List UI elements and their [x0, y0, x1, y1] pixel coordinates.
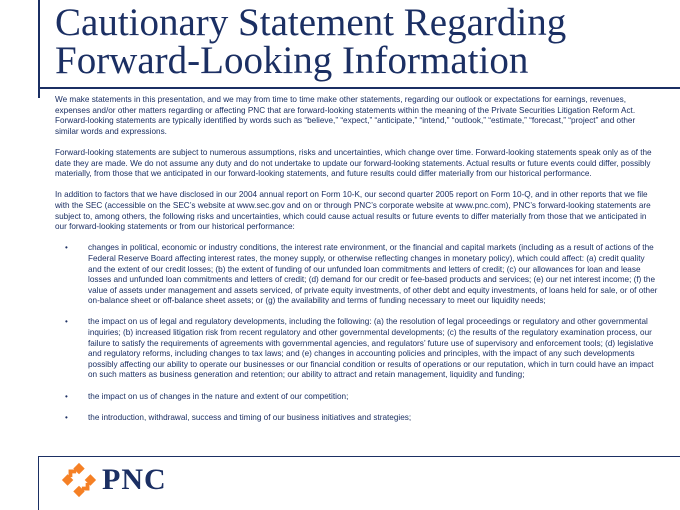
paragraph-risk-factors: In addition to factors that we have disclosed in our 2004 annual report on Form 10-K, our second quarter 2005 report on Form 10-Q, and in other reports that we file with the SEC (accessible on the SEC’s website at www.sec.gov and on or through PNC’s corporate website at www.pnc.com), PNC’s forward-looking statements are subject to, among others, the following risks and uncertainties, which could cause actual results or future events to differ materially from those that we anticipated in our forward-looking statements or from our historical performance:	[55, 190, 651, 232]
list-item	[55, 243, 658, 307]
footer-divider	[38, 456, 680, 457]
pnc-orange-mark-icon	[60, 461, 98, 499]
title-line-2: Forward-Looking Information	[55, 39, 529, 82]
title-line-1: Cautionary Statement Regarding	[55, 1, 567, 44]
page-title	[55, 1, 665, 82]
list-item-text: the impact on us of legal and regulatory developments, including the following: (a) the resolution of legal proceedings or regulatory and other governmental inquiries; (b) increased litigation risk from recent regulatory and other governmental developments; (c) the results of the regulatory examination process, our failure to satisfy the requirements of agreements with governmental agencies, and regulators’ future use of supervisory and enforcement tools; (d) legislative and regulatory reforms, including changes to tax laws; and (e) changes in accounting policies and principles, with the impact of any such developments possibly affecting our ability to operate our businesses or our financial condition or results of operations or our reputation, which in turn could have an impact on such matters as business generation and retention; our ability to attract and retain management, liquidity and funding;	[88, 317, 654, 380]
list-item-text: the introduction, withdrawal, success and timing of our business initiatives and strategies;	[88, 412, 412, 422]
bullet-icon: •	[65, 412, 68, 422]
list-item-text: changes in political, economic or industry conditions, the interest rate environment, or the financial and capital markets (including as a result of actions of the Federal Reserve Board affecting interest rates, the money supply, or otherwise reflecting changes in monetary policy), which could affect: (a) credit quality and the extent of our credit losses; (b) the extent of funding of our unfunded loan commitments and letters of credit; (c) our allowances for loan and lease losses and unfunded loan commitments and letters of credit; (d) demand for our credit or fee-based products and services; (e) our net interest income; (f) the value of assets under management and assets serviced, of private equity investments, of other debt and equity investments, of loans held for sale, or of other on-balance sheet or off-balance sheet assets; or (g) the availability and terms of funding necessary to meet our liquidity needs;	[88, 243, 658, 306]
title-left-rule	[38, 0, 40, 98]
list-item	[55, 413, 658, 424]
pnc-logo	[60, 460, 180, 500]
pnc-logo-text: PNC	[102, 463, 167, 496]
bullet-icon: •	[65, 317, 68, 327]
paragraph-intro: We make statements in this presentation, and we may from time to time make other statements, regarding our outlook or expectations for earnings, revenues, expenses and/or other matters regarding or affecting PNC that are forward-looking statements within the meaning of the Private Securities Litigation Reform Act. Forward-looking statements are typically identified by words such as “believe,” “expect,” “anticipate,” “intend,” “outlook,” “estimate,” “forecast,” “project” and other similar words and expressions.	[55, 95, 636, 136]
title-underline-rule	[38, 87, 680, 89]
list-item-text: the impact on us of changes in the nature and extent of our competition;	[88, 391, 349, 401]
list-item	[55, 317, 658, 381]
list-item	[55, 392, 658, 403]
footer-left-rule	[38, 457, 39, 510]
bullet-icon: •	[65, 391, 68, 401]
paragraph-assumptions: Forward-looking statements are subject to numerous assumptions, risks and uncertainties, which change over time. Forward-looking statements speak only as of the date they are made. We do not assume any duty and do not undertake to update our forward-looking statements. Actual results or future events could differ, possibly materially, from those that we anticipated in our forward-looking statements, and future results could differ materially from our historical performance.	[55, 147, 652, 179]
bullet-icon: •	[65, 243, 68, 253]
statement-body	[55, 95, 658, 434]
risk-factor-list	[55, 243, 658, 423]
